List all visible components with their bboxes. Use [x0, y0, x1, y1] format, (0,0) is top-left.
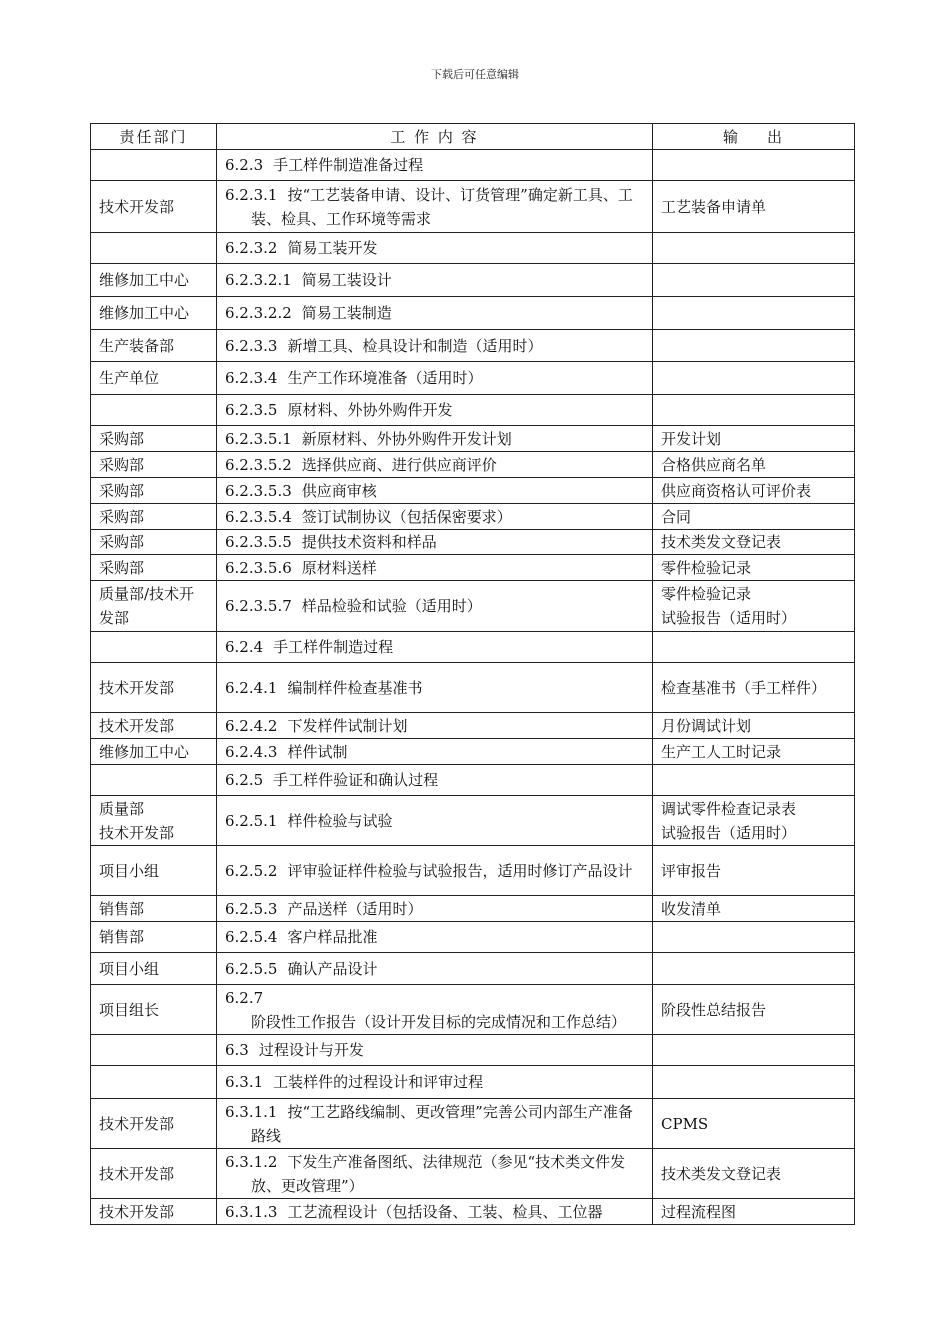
work-item — [225, 556, 644, 580]
work-item — [225, 398, 644, 422]
cell-dept: 技术开发部 — [91, 663, 217, 713]
cell-output — [653, 1066, 855, 1099]
clause-text: 手工样件验证和确认过程 — [273, 771, 439, 789]
work-item — [225, 986, 644, 1034]
clause-text: 过程设计与开发 — [258, 1041, 364, 1059]
cell-work — [217, 504, 653, 530]
table-row — [91, 846, 855, 896]
clause-text: 简易工装设计 — [301, 271, 392, 289]
cell-work — [217, 150, 653, 181]
cell-dept — [91, 233, 217, 264]
work-item — [225, 768, 644, 792]
cell-work — [217, 796, 653, 846]
work-item — [225, 268, 644, 292]
table-row — [91, 739, 855, 765]
clause-text: 工装样件的过程设计和评审过程 — [273, 1073, 484, 1091]
work-item — [225, 427, 644, 451]
cell-dept — [91, 150, 217, 181]
work-item — [225, 1200, 644, 1224]
cell-output — [653, 264, 855, 297]
cell-work — [217, 765, 653, 796]
table-body — [91, 150, 855, 1225]
cell-work — [217, 452, 653, 478]
page-header-note: 下载后可任意编辑 — [431, 68, 519, 81]
cell-work — [217, 362, 653, 395]
cell-dept: 销售部 — [91, 896, 217, 922]
clause-text: 下发样件试制计划 — [287, 716, 408, 735]
work-item — [225, 153, 644, 177]
clause-text: 提供技术资料和样品 — [301, 533, 437, 551]
table-row — [91, 330, 855, 362]
cell-work — [217, 953, 653, 985]
table-row — [91, 796, 855, 846]
clause-text: 生产工作环境准备（适用时） — [287, 369, 483, 387]
work-item — [225, 236, 644, 260]
clause-text: 手工样件制造准备过程 — [273, 156, 424, 174]
cell-output: 开发计划 — [653, 426, 855, 452]
cell-dept — [91, 1066, 217, 1099]
cell-output — [653, 362, 855, 395]
work-item — [225, 740, 644, 764]
work-item — [225, 1100, 644, 1148]
cell-dept: 维修加工中心 — [91, 297, 217, 330]
cell-output: 生产工人工时记录 — [653, 739, 855, 765]
table-row — [91, 150, 855, 181]
cell-work — [217, 1035, 653, 1066]
cell-work — [217, 663, 653, 713]
cell-output: 月份调试计划 — [653, 713, 855, 739]
cell-output: 检查基准书（手工样件） — [653, 663, 855, 713]
cell-output: 合格供应商名单 — [653, 452, 855, 478]
work-item — [225, 925, 644, 949]
table-row — [91, 1035, 855, 1066]
cell-dept: 销售部 — [91, 922, 217, 953]
work-item — [225, 957, 644, 981]
work-item — [225, 505, 644, 529]
clause-text: 简易工装制造 — [301, 304, 392, 322]
clause-number: 6.2.4.3 — [225, 742, 278, 761]
clause-number: 6.2.3.5.3 — [225, 481, 292, 500]
table-row — [91, 663, 855, 713]
cell-work — [217, 1066, 653, 1099]
clause-number: 6.2.3.3 — [225, 336, 278, 355]
table-row — [91, 581, 855, 632]
table-row — [91, 1149, 855, 1199]
clause-text: 按“工艺装备申请、设计、订货管理”确定新工具、工装、检具、工作环境等需求 — [251, 185, 633, 228]
cell-dept: 采购部 — [91, 555, 217, 581]
clause-number: 6.2.3.1 — [225, 185, 278, 204]
cell-output: CPMS — [653, 1099, 855, 1149]
table-row — [91, 504, 855, 530]
clause-text: 手工样件制造过程 — [273, 638, 394, 656]
table-row — [91, 1099, 855, 1149]
clause-text: 样品检验和试验（适用时） — [301, 597, 482, 615]
work-item — [225, 183, 644, 231]
cell-output: 阶段性总结报告 — [653, 985, 855, 1035]
responsibility-table — [90, 123, 855, 1225]
cell-dept: 技术开发部 — [91, 1099, 217, 1149]
cell-dept: 技术开发部 — [91, 713, 217, 739]
cell-output: 零件检验记录 — [653, 555, 855, 581]
clause-number: 6.3.1 — [225, 1073, 264, 1091]
table-row — [91, 452, 855, 478]
cell-dept — [91, 1035, 217, 1066]
column-header-dept: 责任部门 — [91, 124, 217, 150]
table-row — [91, 1199, 855, 1225]
clause-text: 确认产品设计 — [287, 959, 378, 978]
table-row — [91, 1066, 855, 1099]
cell-output — [653, 632, 855, 663]
work-item — [225, 366, 644, 390]
cell-work — [217, 233, 653, 264]
clause-text: 阶段性工作报告（设计开发目标的完成情况和工作总结） — [251, 1012, 627, 1031]
clause-text: 供应商审核 — [301, 481, 377, 500]
cell-dept: 技术开发部 — [91, 181, 217, 233]
cell-dept: 维修加工中心 — [91, 264, 217, 297]
cell-work — [217, 1099, 653, 1149]
cell-dept: 采购部 — [91, 530, 217, 555]
cell-output — [653, 922, 855, 953]
work-item — [225, 859, 644, 883]
clause-number: 6.2.7 — [225, 988, 264, 1007]
cell-dept — [91, 765, 217, 796]
clause-number: 6.2.3.2.2 — [225, 304, 292, 322]
table-row — [91, 765, 855, 796]
cell-work — [217, 985, 653, 1035]
work-item — [225, 897, 644, 921]
cell-dept: 生产单位 — [91, 362, 217, 395]
clause-number: 6.2.3.5.1 — [225, 429, 292, 448]
cell-dept: 采购部 — [91, 426, 217, 452]
cell-work — [217, 426, 653, 452]
work-item — [225, 301, 644, 325]
clause-number: 6.2.5 — [225, 771, 264, 789]
cell-work — [217, 297, 653, 330]
work-item — [225, 334, 644, 358]
table-row — [91, 395, 855, 426]
cell-output — [653, 233, 855, 264]
clause-text: 样件检验与试验 — [287, 811, 393, 830]
column-header-work: 工 作 内 容 — [217, 124, 653, 150]
work-item — [225, 530, 644, 554]
table-row — [91, 362, 855, 395]
table-row — [91, 297, 855, 330]
work-item — [225, 676, 644, 700]
cell-work — [217, 1199, 653, 1225]
table-row — [91, 530, 855, 555]
cell-dept: 生产装备部 — [91, 330, 217, 362]
work-item — [225, 809, 644, 833]
cell-dept: 项目小组 — [91, 953, 217, 985]
table-row — [91, 426, 855, 452]
cell-dept: 采购部 — [91, 478, 217, 504]
work-item — [225, 479, 644, 503]
clause-number: 6.2.5.5 — [225, 959, 278, 978]
cell-output: 供应商资格认可评价表 — [653, 478, 855, 504]
cell-output — [653, 765, 855, 796]
cell-dept — [91, 395, 217, 426]
cell-work — [217, 581, 653, 632]
cell-work — [217, 896, 653, 922]
clause-number: 6.2.4.1 — [225, 678, 278, 697]
clause-number: 6.2.3.5.2 — [225, 455, 292, 474]
clause-text: 按“工艺路线编制、更改管理”完善公司内部生产准备路线 — [251, 1102, 633, 1145]
cell-output: 评审报告 — [653, 846, 855, 896]
cell-dept: 技术开发部 — [91, 1199, 217, 1225]
clause-text: 简易工装开发 — [287, 239, 378, 257]
clause-number: 6.2.3.2 — [225, 239, 278, 257]
cell-dept: 采购部 — [91, 504, 217, 530]
cell-output: 零件检验记录 试验报告（适用时） — [653, 581, 855, 632]
table-row — [91, 713, 855, 739]
cell-output: 调试零件检查记录表 试验报告（适用时） — [653, 796, 855, 846]
table-row — [91, 264, 855, 297]
cell-dept: 项目小组 — [91, 846, 217, 896]
cell-dept: 采购部 — [91, 452, 217, 478]
cell-work — [217, 1149, 653, 1199]
clause-text: 新增工具、检具设计和制造（适用时） — [287, 336, 543, 355]
clause-text: 样件试制 — [287, 742, 348, 761]
work-item — [225, 714, 644, 738]
table-row — [91, 953, 855, 985]
cell-output — [653, 953, 855, 985]
cell-work — [217, 264, 653, 297]
cell-dept: 维修加工中心 — [91, 739, 217, 765]
clause-text: 编制样件检查基准书 — [287, 678, 423, 697]
cell-output — [653, 297, 855, 330]
cell-dept — [91, 632, 217, 663]
work-item — [225, 1150, 644, 1198]
cell-output: 合同 — [653, 504, 855, 530]
clause-number: 6.2.5.1 — [225, 811, 278, 830]
cell-dept: 质量部 技术开发部 — [91, 796, 217, 846]
clause-number: 6.2.3.5.7 — [225, 597, 292, 615]
cell-output — [653, 150, 855, 181]
cell-output: 技术类发文登记表 — [653, 530, 855, 555]
table-row — [91, 478, 855, 504]
clause-number: 6.2.5.4 — [225, 928, 278, 946]
clause-text: 原材料送样 — [301, 558, 377, 577]
cell-work — [217, 530, 653, 555]
cell-work — [217, 555, 653, 581]
clause-text: 评审验证样件检验与试验报告，适用时修订产品设计 — [287, 861, 633, 880]
cell-output: 过程流程图 — [653, 1199, 855, 1225]
cell-work — [217, 395, 653, 426]
table-row — [91, 555, 855, 581]
clause-number: 6.2.4 — [225, 638, 264, 656]
work-item — [225, 1038, 644, 1062]
cell-work — [217, 739, 653, 765]
clause-text: 原材料、外协外购件开发 — [287, 401, 453, 419]
work-item — [225, 635, 644, 659]
clause-number: 6.2.3.5.4 — [225, 507, 292, 526]
clause-number: 6.2.3.4 — [225, 369, 278, 387]
table-row — [91, 896, 855, 922]
clause-text: 产品送样（适用时） — [287, 899, 423, 918]
table-row — [91, 922, 855, 953]
clause-number: 6.2.3.5 — [225, 401, 278, 419]
column-header-output: 输 出 — [653, 124, 855, 150]
cell-dept: 技术开发部 — [91, 1149, 217, 1199]
table-header-row — [91, 124, 855, 150]
cell-work — [217, 632, 653, 663]
clause-number: 6.2.4.2 — [225, 716, 278, 735]
table-row — [91, 181, 855, 233]
clause-number: 6.2.3.5.5 — [225, 533, 292, 551]
work-item — [225, 453, 644, 477]
clause-number: 6.3.1.3 — [225, 1202, 278, 1221]
work-item — [225, 594, 644, 618]
cell-output — [653, 330, 855, 362]
cell-work — [217, 330, 653, 362]
clause-number: 6.3.1.1 — [225, 1102, 278, 1121]
cell-work — [217, 478, 653, 504]
clause-number: 6.3.1.2 — [225, 1152, 278, 1171]
clause-text: 工艺流程设计（包括设备、工装、检具、工位器 — [287, 1202, 603, 1221]
clause-number: 6.2.3 — [225, 156, 264, 174]
table-row — [91, 985, 855, 1035]
cell-work — [217, 846, 653, 896]
clause-text: 客户样品批准 — [287, 928, 378, 946]
cell-dept: 项目组长 — [91, 985, 217, 1035]
clause-text: 下发生产准备图纸、法律规范（参见“技术类文件发放、更改管理”） — [251, 1152, 626, 1195]
clause-text: 选择供应商、进行供应商评价 — [301, 455, 497, 474]
clause-number: 6.2.5.2 — [225, 861, 278, 880]
cell-work — [217, 922, 653, 953]
clause-number: 6.2.3.2.1 — [225, 271, 292, 289]
clause-text: 签订试制协议（包括保密要求） — [301, 507, 512, 526]
clause-text: 新原材料、外协外购件开发计划 — [301, 429, 512, 448]
clause-number: 6.2.3.5.6 — [225, 558, 292, 577]
cell-work — [217, 181, 653, 233]
cell-output: 技术类发文登记表 — [653, 1149, 855, 1199]
cell-output: 收发清单 — [653, 896, 855, 922]
cell-output: 工艺装备申请单 — [653, 181, 855, 233]
cell-output — [653, 1035, 855, 1066]
cell-output — [653, 395, 855, 426]
table-row — [91, 632, 855, 663]
clause-number: 6.2.5.3 — [225, 899, 278, 918]
cell-work — [217, 713, 653, 739]
table-row — [91, 233, 855, 264]
clause-number: 6.3 — [225, 1041, 249, 1059]
cell-dept: 质量部/技术开发部 — [91, 581, 217, 632]
work-item — [225, 1070, 644, 1094]
